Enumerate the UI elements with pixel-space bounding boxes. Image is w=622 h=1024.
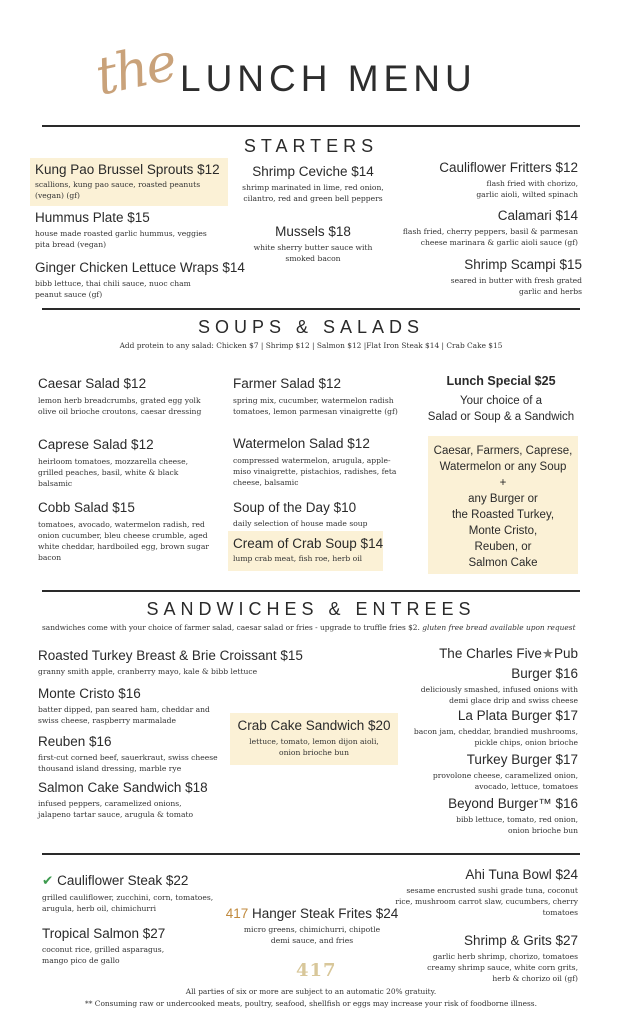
menu-item-charles-five [400, 646, 578, 706]
menu-item-turkey-croissant [38, 648, 328, 677]
special-box-line: Caesar, Farmers, Caprese, [433, 445, 573, 457]
item-name: Monte Cristo $16 [38, 686, 141, 701]
menu-item-turkey-burger [420, 752, 578, 792]
special-box-line: Monte Cristo, [468, 525, 538, 537]
gratuity-note: All parties of six or more are subject to an automatic 20% gratuity. [185, 987, 437, 996]
page-title: LUNCH MENU [180, 58, 477, 99]
item-desc: heirloom tomatoes, mozzarella cheese, grilled peaches, basil, white & black balsamic [38, 457, 188, 488]
item-name: Turkey Burger $17 [466, 752, 578, 767]
menu-item-caesar [38, 376, 208, 417]
menu-item-mussels [250, 224, 376, 264]
item-desc: bacon jam, cheddar, brandied mushrooms, pickle chips, onion brioche [413, 727, 578, 747]
item-name: Farmer Salad $12 [233, 376, 342, 391]
gluten-free-note: gluten free bread available upon request [422, 623, 576, 632]
divider [42, 125, 580, 127]
item-name: Roasted Turkey Breast & Brie Croissant $15 [38, 648, 303, 663]
item-name: Soup of the Day $10 [233, 500, 357, 515]
item-name: Crab Cake Sandwich $20 [237, 718, 391, 733]
foodborne-warning: ** Consuming raw or undercooked meats, poultry, seafood, shellfish or eggs may increase your risk of foodborne illness. [85, 999, 537, 1008]
menu-item-cauliflower-steak [42, 873, 227, 914]
menu-item-ceviche [240, 164, 386, 204]
menu-item-calamari [400, 208, 578, 248]
menu-item-crab-cake [232, 718, 396, 758]
menu-item-crab-soup [233, 536, 383, 564]
item-desc: micro greens, chimichurri, chipotle demi sauce, and fries [243, 925, 381, 945]
item-desc: daily selection of house made soup [233, 519, 368, 528]
item-desc: grilled cauliflower, zucchini, corn, tomatoes, arugula, herb oil, chimichurri [42, 893, 214, 913]
item-desc: sesame encrusted sushi grade tuna, coconut rice, mushroom carrot slaw, cucumbers, cherry tomatoes [395, 886, 578, 917]
item-name: Salmon Cake Sandwich $18 [38, 780, 208, 795]
menu-item-kung-pao [35, 162, 225, 201]
menu-item-tropical-salmon [42, 926, 192, 966]
menu-item-cauliflower-fritters [410, 160, 578, 200]
item-name: Beyond Burger™ $16 [448, 796, 578, 811]
special-title: Lunch Special $25 [446, 374, 556, 388]
special-box-line: Salmon Cake [468, 557, 538, 569]
item-desc: flash fried with chorizo, garlic aioli, wilted spinach [476, 179, 578, 199]
item-name: Cream of Crab Soup $14 [233, 536, 384, 551]
item-name: Cauliflower Fritters $12 [439, 160, 578, 175]
item-name: Shrimp & Grits $27 [463, 933, 578, 948]
item-name: Calamari $14 [497, 208, 578, 223]
item-desc: shrimp marinated in lime, red onion, cilantro, red and green bell peppers [242, 183, 384, 203]
restaurant-logo: 417 [296, 960, 337, 981]
menu-item-shrimp-grits [420, 933, 578, 984]
section-title-sandwiches: SANDWICHES & ENTREES [146, 599, 476, 619]
star-icon: ★ [541, 646, 554, 661]
lunch-special [420, 374, 582, 425]
item-name-prefix: 417 [225, 906, 249, 921]
item-name: Mussels $18 [275, 224, 351, 239]
protein-note: Add protein to any salad: Chicken $7 | Shrimp $12 | Salmon $12 |Flat Iron Steak $14 | Crab Cake $15 [119, 341, 503, 350]
menu-item-farmer [233, 376, 398, 417]
item-desc: first-cut corned beef, sauerkraut, swiss cheese thousand island dressing, marble rye [38, 753, 218, 773]
item-name: Ahi Tuna Bowl $24 [465, 867, 578, 882]
item-name [400, 646, 578, 662]
special-box-line: + [499, 477, 507, 489]
item-desc: white sherry butter sauce with smoked bacon [253, 243, 373, 263]
menu-item-reuben [38, 734, 218, 774]
menu-item-watermelon [233, 436, 398, 488]
item-name: Shrimp Scampi $15 [464, 257, 582, 272]
menu-item-monte-cristo [38, 686, 228, 726]
item-desc: coconut rice, grilled asparagus, mango pico de gallo [42, 945, 165, 965]
item-desc: bibb lettuce, thai chili sauce, nuoc cham peanut sauce (gf) [35, 279, 191, 299]
special-box-line: the Roasted Turkey, [451, 509, 555, 521]
item-name-part: The Charles Five [439, 646, 542, 661]
item-name: Reuben $16 [38, 734, 112, 749]
item-name: Watermelon Salad $12 [233, 436, 370, 451]
item-desc: garlic herb shrimp, chorizo, tomatoes creamy shrimp sauce, white corn grits, herb & chorizo oil (gf) [427, 952, 578, 983]
special-line: Your choice of a [459, 395, 543, 407]
title-script: the [90, 32, 181, 108]
menu-item-scampi [420, 257, 582, 297]
menu-item-beyond-burger [430, 796, 578, 836]
menu-item-ginger [35, 260, 245, 300]
item-desc: bibb lettuce, tomato, red onion, onion brioche bun [456, 815, 578, 835]
item-desc: flash fried, cherry peppers, basil & parmesan cheese marinara & garlic aioli sauce (gf) [402, 227, 578, 247]
item-desc: seared in butter with fresh grated garlic and herbs [450, 276, 582, 296]
special-box-line: any Burger or [468, 493, 538, 505]
item-name: Ginger Chicken Lettuce Wraps $14 [35, 260, 245, 275]
divider [42, 853, 580, 855]
item-name: Kung Pao Brussel Sprouts $12 [35, 162, 220, 177]
menu-item-hummus [35, 210, 215, 250]
menu-item-hanger-steak [224, 906, 400, 946]
item-name-line2: Burger $16 [511, 666, 578, 681]
item-name-text: Cauliflower Steak $22 [57, 873, 189, 888]
leaf-icon: ✔ [42, 873, 54, 888]
item-name: La Plata Burger $17 [457, 708, 578, 723]
menu-item-ahi-tuna [390, 867, 578, 918]
menu-item-la-plata [410, 708, 578, 748]
item-desc: lump crab meat, fish roe, herb oil [233, 554, 363, 563]
item-desc: deliciously smashed, infused onions with demi glace drip and swiss cheese [420, 685, 578, 705]
item-desc: house made roasted garlic hummus, veggies pita bread (vegan) [35, 229, 207, 249]
sandwich-note [42, 623, 576, 632]
item-desc: spring mix, cucumber, watermelon radish tomatoes, lemon parmesan vinaigrette (gf) [233, 396, 398, 416]
special-box-line: Reuben, or [474, 541, 532, 553]
item-name: Tropical Salmon $27 [42, 926, 166, 941]
item-name: Hummus Plate $15 [35, 210, 150, 225]
item-name-part: Pub [553, 646, 578, 661]
sandwich-note-text: sandwiches come with your choice of farmer salad, caesar salad or fries - upgrade to truffle fries $2. [42, 623, 420, 632]
item-name: Cobb Salad $15 [38, 500, 135, 515]
item-name: Shrimp Ceviche $14 [252, 164, 374, 179]
menu-item-caprese [38, 437, 213, 489]
item-name: Caesar Salad $12 [38, 376, 147, 391]
special-line: Salad or Soup & a Sandwich [427, 411, 575, 423]
section-title-soups-salads: SOUPS & SALADS [197, 317, 425, 337]
menu-item-soup-of-day [233, 500, 398, 529]
lunch-special-box [428, 436, 578, 574]
menu-item-salmon-cake [38, 780, 208, 820]
item-name [224, 906, 400, 921]
menu-item-cobb [38, 500, 210, 563]
item-desc: granny smith apple, cranberry mayo, kale & bibb lettuce [38, 667, 258, 676]
item-desc: tomatoes, avocado, watermelon radish, red onion cucumber, bleu cheese crumble, aged white cheddar, hardboiled egg, brown sugar bacon [38, 520, 209, 562]
item-name-text: Hanger Steak Frites $24 [248, 906, 399, 921]
item-desc: lettuce, tomato, lemon dijon aioli, onion brioche bun [249, 737, 379, 757]
item-desc: batter dipped, pan seared ham, cheddar and swiss cheese, raspberry marmalade [38, 705, 210, 725]
item-desc: lemon herb breadcrumbs, grated egg yolk olive oil brioche croutons, caesar dressing [38, 396, 202, 416]
item-desc: scallions, kung pao sauce, roasted peanuts (vegan) (gf) [35, 180, 201, 200]
divider [42, 590, 580, 592]
section-title-starters: STARTERS [243, 136, 379, 156]
item-name: Caprese Salad $12 [38, 437, 154, 452]
item-name [42, 873, 227, 889]
item-desc: provolone cheese, caramelized onion, avocado, lettuce, tomatoes [432, 771, 578, 791]
item-desc: compressed watermelon, arugula, apple-miso vinaigrette, pistachios, radishes, feta cheese, balsamic [233, 456, 397, 487]
special-box-line: Watermelon or any Soup [439, 461, 567, 473]
item-desc: infused peppers, caramelized onions, jalapeno tartar sauce, arugula & tomato [38, 799, 194, 819]
divider [42, 308, 580, 310]
